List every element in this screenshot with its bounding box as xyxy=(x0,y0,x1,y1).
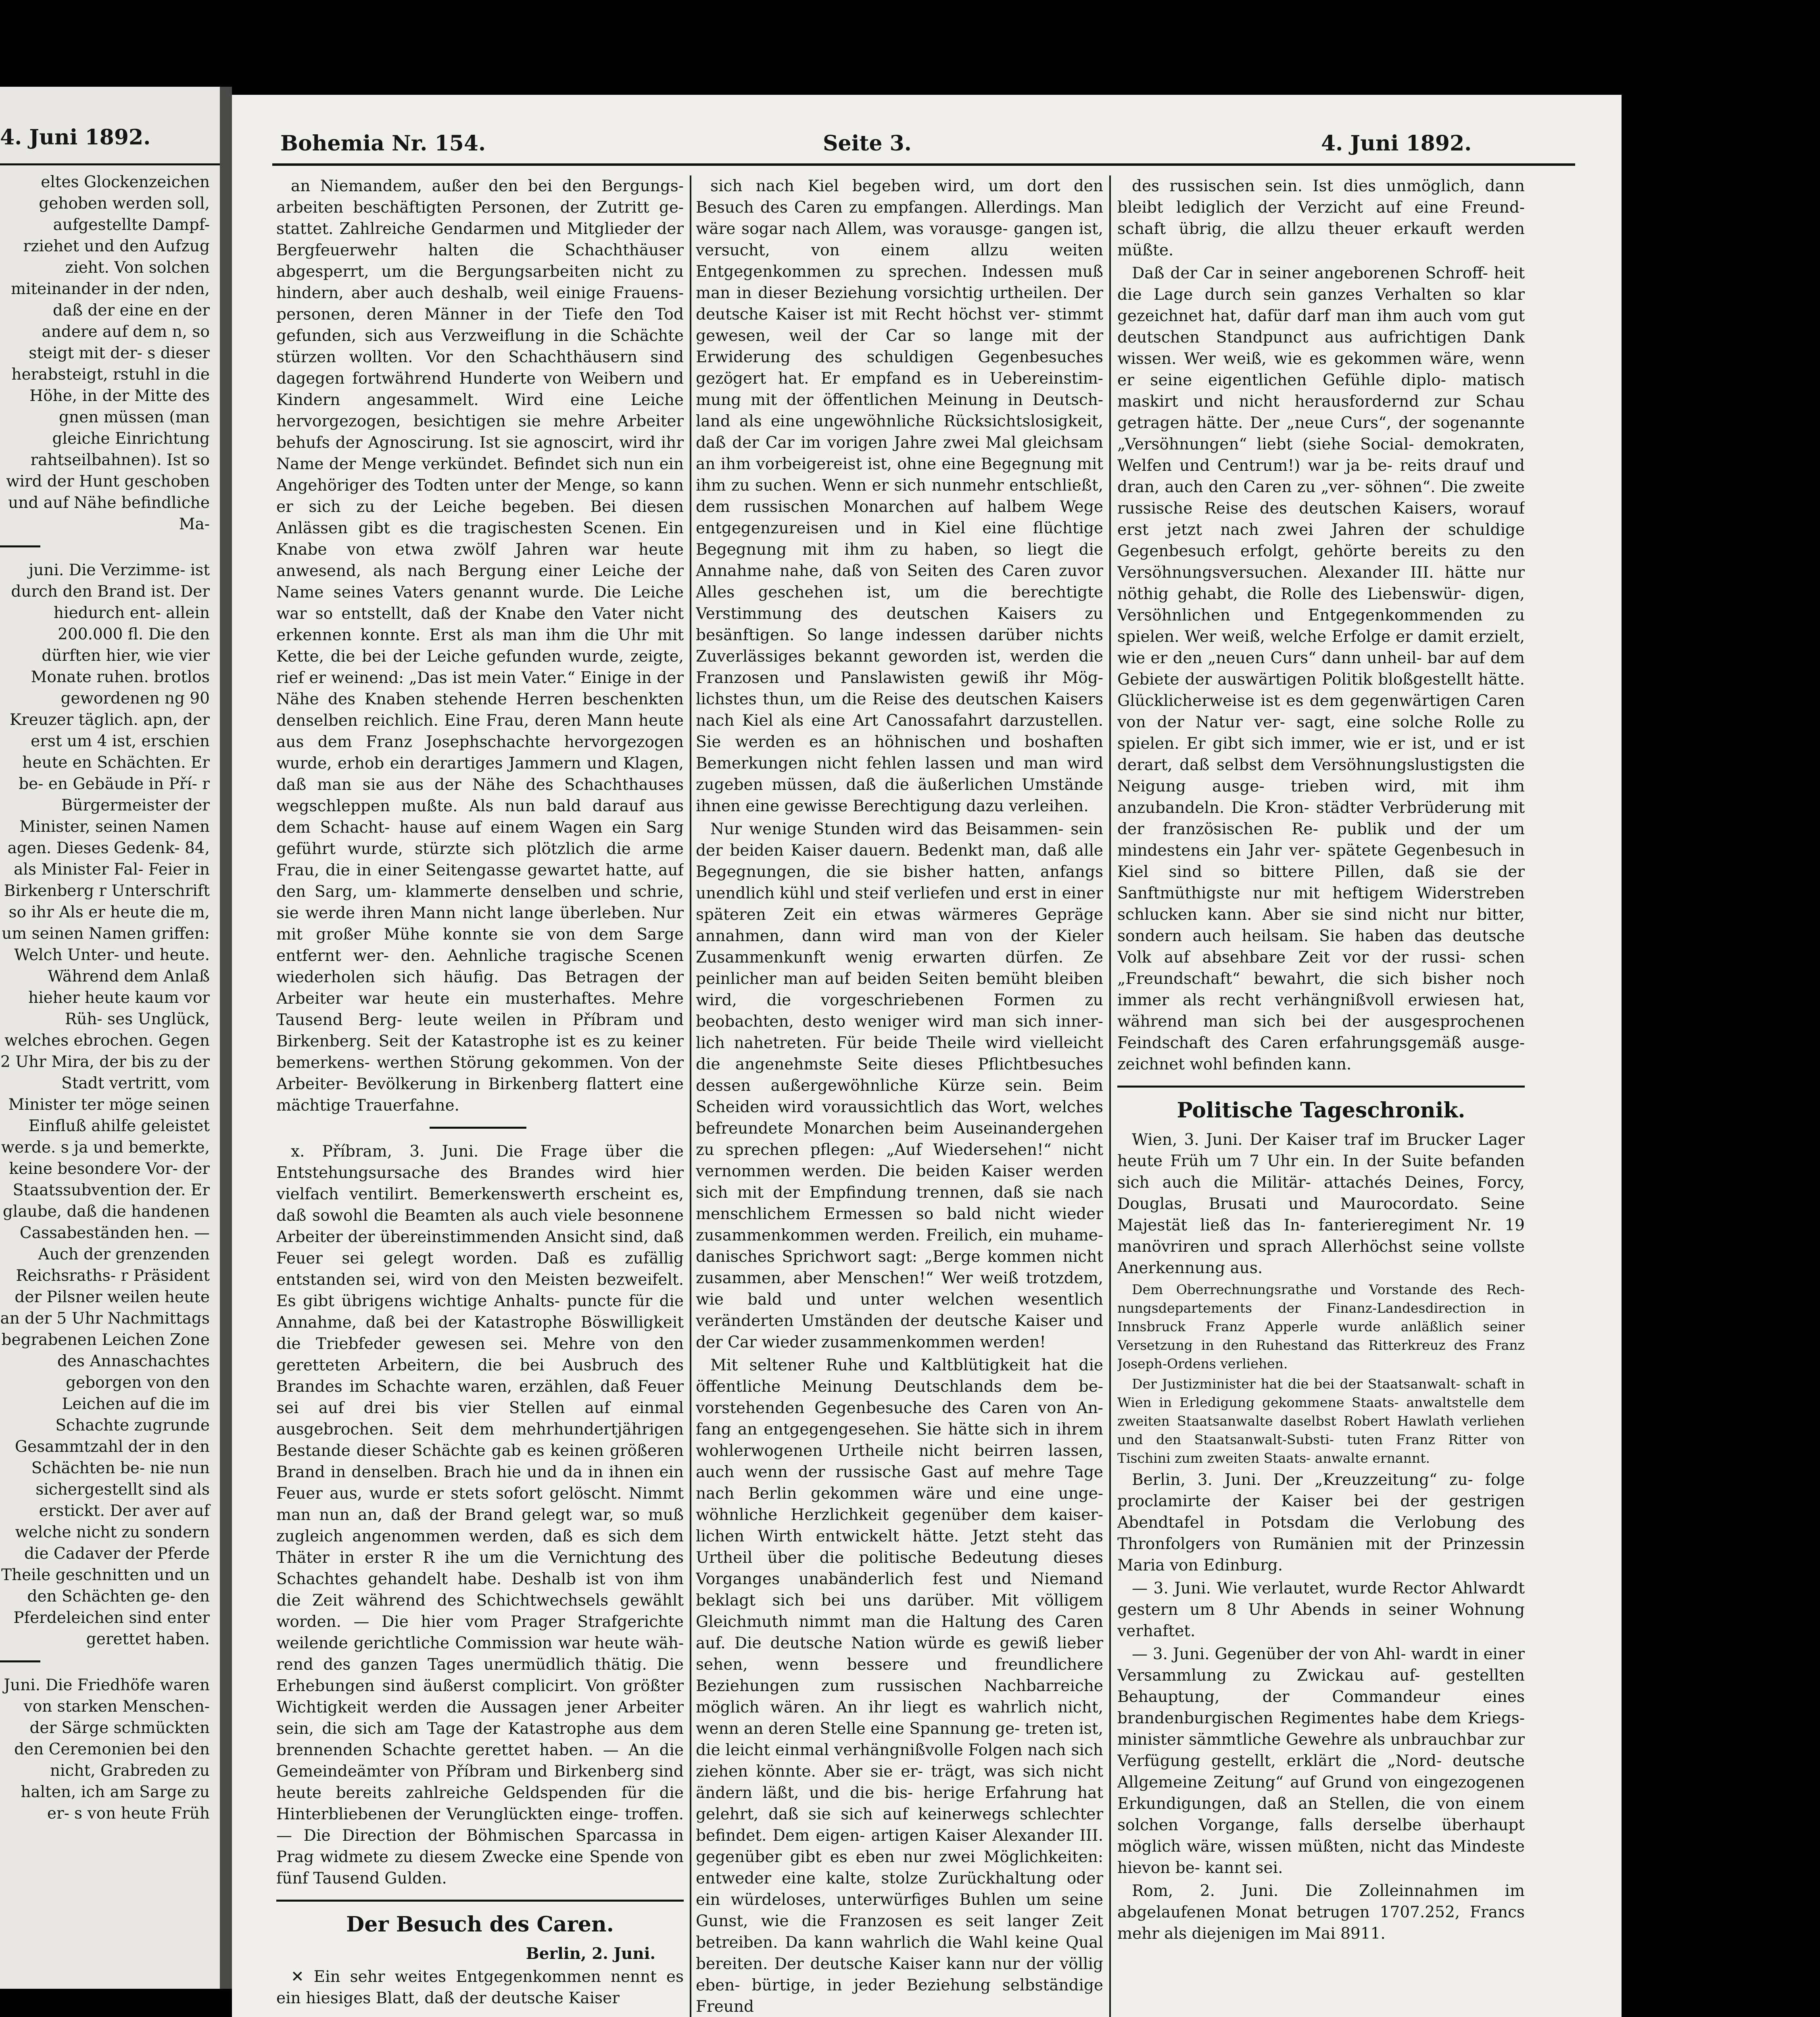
page-number: Seite 3. xyxy=(823,131,912,156)
article-paragraph: Daß der Car in seiner angeborenen Schroff- heit die Lage durch sein ganzes Verhalten so klar gezeichnet hat, dafür darf man ihm auch vom gut deutschen Standpunct aus aufrichtigen Dank wissen. Wer weiß, wie es gekommen wäre, wenn er seine eigentlichen Gefühle diplo- matisch maskirt und nicht herausfordernd zur Schau getragen hätte. Der „neue Curs“, der sogenannte „Versöhnungen“ liebt (siehe Social- demokraten, Welfen und Centrum!) war ja be- reits drauf und dran, auch den Caren zu „ver- söhnen“. Die zweite russische Reise des deutschen Kaisers, worauf erst jetzt nach zwei Jahren der schuldige Gegenbesuch erfolgt, gehörte bereits zu den Versöhnungsversuchen. Alexander III. hätte nur nöthig gehabt, die Rolle des Liebenswür- digen, Versöhnlichen und Entgegenkommenden zu spielen. Wer weiß, welche Erfolge er damit erzielt, wie er den „neuen Curs“ dann unheil- bar auf dem Gebiete der auswärtigen Politik bloßgestellt hätte. Glücklicherweise ist es dem gegenwärtigen Caren von der Natur ver- sagt, eine solche Rolle zu spielen. Er gibt sich immer, wie er ist, und er ist derart, daß selbst dem Versöhnungslustigsten die Neigung ausge- trieben wird, mit ihm anzubandeln. Die Kron- städter Verbrüderung mit der französischen Re- publik und der um mindestens ein Jahr ver- spätete Gegenbesuch in Kiel sind so bittere Pillen, daß sie der Sanftmüthigste nur mit heftigem Widerstreben schlucken kann. Aber sie sind nicht nur bitter, sondern auch heilsam. Sie haben das deutsche Volk auf absehbare Zeit vor der russi- schen „Freundschaft“ bewahrt, die sich bisher noch immer als recht verhängnißvoll erwiesen hat, während man sich bei der ausgesprochenen Feindschaft des Caren erfahrungsgemäß ausge- zeichnet wohl befinden kann. xyxy=(1117,264,1525,1073)
article-paragraph: Mit seltener Ruhe und Kaltblütigkeit hat die öffentliche Meinung Deutschlands dem be- vorstehenden Gegenbesuche des Caren von An- fang an entgegengesehen. Sie hätte sich in ihrem wohlerwogenen Urtheile nicht beirren lassen, auch wenn der russische Gast auf mehre Tage nach Berlin gekommen wäre und eine unge- wöhnliche Herzlichkeit gegenüber dem kaiser- lichen Wirth entwickelt hätte. Jetzt steht das Urtheil über die politische Bedeutung dieses Vorganges unabänderlich fest und Niemand beklagt sich bei uns darüber. Mit völligem Gleichmuth nimmt man die Haltung des Caren auf. Die deutsche Nation würde es gewiß lieber sehen, wenn bessere und freundlichere Beziehungen zum russischen Nachbarreiche möglich wären. An ihr liegt es wahrlich nicht, wenn an deren Stelle eine Spannung ge- treten ist, die leicht einmal verhängnißvolle Folgen nach sich ziehen könnte. Aber sie er- trägt, was sich nicht ändern läßt, und die bis- herige Erfahrung hat gelehrt, daß sie sich auf keinerwegs schlechter befindet. Dem eigen- artigen Kaiser Alexander III. gegenüber gibt es eben nur zwei Möglichkeiten: entweder eine kalte, stolze Zurückhaltung oder ein würdeloses, unterwürfiges Buhlen um seine Gunst, wie die Franzosen es seit langer Zeit betreiben. Da kann wahrlich die Wahl keine Qual bereiten. Der deutsche Kaiser kann nur der völlig eben- bürtige, in jeder Beziehung selbständige Freund xyxy=(696,1356,1103,2015)
section-heading: Politische Tageschronik. xyxy=(1177,1098,1465,1123)
short-divider xyxy=(430,1127,526,1129)
header-date: 4. Juni 1892. xyxy=(1321,131,1472,156)
dateline: Berlin, 2. Juni. xyxy=(526,1944,655,1963)
news-item-small: Dem Oberrechnungsrathe und Vorstande des Rech- nungsdepartements der Finanz-Landesdirection in Innsbruck Franz Apperle wurde anläßlich seiner Versetzung in den Ruhestand das Ritterkreuz des Franz Joseph-Ordens verliehen. xyxy=(1117,1282,1525,1372)
column-1 xyxy=(276,175,684,2015)
column-separator xyxy=(1109,175,1111,2017)
left-divider xyxy=(0,545,40,547)
news-item: — 3. Juni. Wie verlautet, wurde Rector Ahlwardt gestern um 8 Uhr Abends in seiner Wohnung verhaftet. xyxy=(1117,1579,1525,1640)
left-divider xyxy=(0,1660,40,1662)
section-divider xyxy=(276,1900,684,1902)
article-paragraph: an Niemandem, außer den bei den Bergungs- arbeiten beschäftigten Personen, der Zutritt ge- stattet. Zahlreiche Gendarmen und Mitglieder der Bergfeuerwehr halten die Schachthäuser abgesperrt, um die Bergungsarbeiten nicht zu hindern, aber auch deshalb, weil einige Frauens- personen, deren Männer in der Tiefe den Tod gefunden, sich aus Verzweiflung in die Schächte stürzen wollten. Vor den Schachthäusern sind dagegen fortwährend Hunderte von Weibern und Kindern angesammelt. Wird eine Leiche hervorgezogen, besichtigen sie mehre Arbeiter behufs der Agnoscirung. Ist sie agnoscirt, wird ihr Name der Menge verkündet. Befindet sich nun ein Angehöriger des Todten unter der Menge, so kann er sich zu der Leiche begeben. Bei diesen Anlässen gibt es die tragischesten Scenen. Ein Knabe von etwa zwölf Jahren war heute anwesend, als nach Bergung einer Leiche der Name seines Vaters genannt wurde. Die Leiche war so entstellt, daß der Knabe den Vater nicht erkennen konnte. Erst als man ihm die Uhr mit Kette, die bei der Leiche gefunden wurde, zeigte, rief er weinend: „Das ist mein Vater.“ Einige in der Nähe des Knaben stehende Herren beschenkten denselben reichlich. Eine Frau, deren Mann heute aus dem Franz Josephschachte hervorgezogen wurde, erhob ein derartiges Jammern und Klagen, daß man sie aus der Nähe des Schachthauses wegschleppen mußte. Als nun bald darauf aus dem Schacht- hause auf einem Wagen ein Sarg geführt wurde, stürzte sich plötzlich die arme Frau, die in einer Seitengasse gewartet hatte, auf den Sarg, um- klammerte denselben und schrie, sie werde ihren Mann nicht lange überleben. Nur mit großer Mühe konnte sie von dem Sarge entfernt wer- den. Aehnliche tragische Scenen wiederholen sich häufig. Das Betragen der Arbeiter war heute ein musterhaftes. Mehre Tausend Berg- leute weilen in Příbram und Birkenberg. Seit der Katastrophe ist es zu keiner bemerkens- werthen Störung gekommen. Von der Arbeiter- Bevölkerung in Birkenberg flattert eine mächtige Trauerfahne. xyxy=(276,177,684,1115)
left-paragraph: eltes Glockenzeichen gehoben werden soll, aufgestellte Dampf- rziehet und den Aufzug zieht. Von solchen miteinander in der nden, daß der eine en der andere auf dem n, so steigt mit der- s dieser herabsteigt, rstuhl in die Höhe, in der Mitte des gnen müssen (man gleiche Einrichtung rahtseilbahnen). Ist so wird der Hunt geschoben und auf Nähe befindliche Ma- xyxy=(6,173,210,533)
masthead-left: Bohemia Nr. 154. xyxy=(280,131,486,156)
news-item: Wien, 3. Juni. Der Kaiser traf im Brucker Lager heute Früh um 7 Uhr ein. In der Suite befanden sich auch die Militär- attachés Deines, Forcy, Douglas, Brusati und Maurocordato. Seine Majestät ließ das In- fanterieregiment Nr. 19 manövriren und sprach Allerhöchst seine vollste Anerkennung aus. xyxy=(1117,1131,1525,1277)
section-heading: Der Besuch des Caren. xyxy=(346,1912,614,1937)
article-paragraph: x. Příbram, 3. Juni. Die Frage über die Entstehungsursache des Brandes wird hier vielfach ventilirt. Bemerkenswerth erscheint es, daß sowohl die Beamten als auch viele besonnene Arbeiter der übereinstimmenden Ansicht sind, daß Feuer sei gelegt worden. Daß es zufällig entstanden sei, wird von den Meisten bezweifelt. Es gibt übrigens wichtige Anhalts- puncte für die Annahme, daß bei der Katastrophe Böswilligkeit die Triebfeder gewesen sei. Mehre von den geretteten Arbeitern, die bei Ausbruch des Brandes im Schachte waren, erzählen, daß Feuer sei auf drei bis vier Stellen auf einmal ausgebrochen. Seit dem mehrhundertjährigen Bestande dieser Schächte gab es keinen größeren Brand in denselben. Brach hie und da in ihnen ein Feuer aus, wurde er stets sofort gelöscht. Nimmt man nun an, daß der Brand gelegt war, so muß zugleich angenommen werden, daß es sich dem Thäter in erster R ihe um die Vernichtung des Schachtes gehandelt habe. Deshalb ist von ihm die Zeit während des Schichtwechsels gewählt worden. — Die hier vom Prager Strafgerichte weilende gerichtliche Commission war heute wäh- rend des ganzen Tages unermüdlich thätig. Die Erhebungen sind äußerst complicirt. Von größter Wichtigkeit werden die Aussagen jener Arbeiter sein, die sich am Tage der Katastrophe aus dem brennenden Schachte gerettet haben. — An die Gemeindeämter von Příbram und Birkenberg sind heute bereits zahlreiche Geldspenden für die Hinterbliebenen der Verunglückten einge- troffen. — Die Direction der Böhmischen Sparcassa in Prag widmete zu diesem Zwecke eine Spende von fünf Tausend Gulden. xyxy=(276,1142,684,1888)
left-page-text xyxy=(0,171,214,2017)
section-divider xyxy=(1117,1086,1525,1088)
news-item: Berlin, 3. Juni. Der „Kreuzzeitung“ zu- folge proclamirte der Kaiser bei der gestrigen Abendtafel in Potsdam die Verlobung des Thronfolgers von Rumänien mit der Prinzessin Maria von Edinburg. xyxy=(1117,1471,1525,1574)
left-paragraph: Juni. Die Friedhöfe waren von starken Menschen- der Särge schmückten den Ceremonien bei den nicht, Grabreden zu halten, ich am Sarge zu er- s von heute Früh xyxy=(4,1676,210,1823)
column-separator xyxy=(690,175,691,2017)
news-item: — 3. Juni. Gegenüber der von Ahl- wardt in einer Versammlung zu Zwickau auf- gestellten Behauptung, der Commandeur eines brandenburgischen Regimentes habe dem Kriegs- minister sämmtliche Gewehre als unbrauchbar zur Verfügung gestellt, erklärt die „Nord- deutsche Allgemeine Zeitung“ auf Grund von eingezogenen Erkundigungen, daß an Stellen, die von einem solchen Vorgange, falls derselbe überhaupt möglich wäre, wissen müßten, nicht das Mindeste hievon be- kannt sei. xyxy=(1117,1645,1525,1877)
left-header-rule xyxy=(0,163,220,165)
article-paragraph: Nur wenige Stunden wird das Beisammen- sein der beiden Kaiser dauern. Bedenkt man, daß alle Begegnungen, die sie bisher hatten, anfangs unendlich kühl und steif verliefen und erst in einer späteren Zeit ein etwas wärmeres Gepräge annahmen, dann wird man von der Kieler Zusammenkunft wenig erwarten dürfen. Ze peinlicher man auf beiden Seiten bemüht bleiben wird, die vorgeschriebenen Formen zu beobachten, desto weniger wird man sich inner- lich nahetreten. Für beide Theile wird vielleicht die angenehmste Seite dieses Pflichtbesuches dessen außergewöhnliche Kürze sein. Beim Scheiden wird voraussichtlich das Wort, welches befreundete Monarchen beim Auseinandergehen zu sprechen pflegen: „Auf Wiedersehen!“ nicht vernommen werden. Die beiden Kaiser werden sich mit der Empfindung trennen, daß sie nach menschlichem Ermessen so bald nicht wieder zusammenkommen werden. Freilich, ein muhame- danisches Sprichwort sagt: „Berge kommen nicht zusammen, aber Menschen!“ Wer weiß trotzdem, wie bald und unter welchen wesentlich veränderten Umständen der deutsche Kaiser und der Car wieder zusammenkommen werden! xyxy=(696,820,1103,1351)
column-2 xyxy=(696,175,1103,2015)
header-rule xyxy=(272,163,1575,166)
article-paragraph: des russischen sein. Ist dies unmöglich, dann bleibt lediglich der Verzicht auf eine Freund- schaft übrig, die allzu theuer erkauft werden müßte. xyxy=(1117,177,1525,259)
news-item: Rom, 2. Juni. Die Zolleinnahmen im abgelaufenen Monat betrugen 1707.252, Francs mehr als diejenigen im Mai 8911. xyxy=(1117,1882,1525,1943)
column-3 xyxy=(1117,175,1525,2015)
newspaper-page xyxy=(232,95,1622,2017)
article-paragraph: sich nach Kiel begeben wird, um dort den Besuch des Caren zu empfangen. Allerdings. Man wäre sogar nach Allem, was vorausge- gangen ist, versucht, von einem allzu weiten Entgegenkommen zu sprechen. Indessen muß man in dieser Beziehung vorsichtig urtheilen. Der deutsche Kaiser ist mit Recht höchst ver- stimmt gewesen, weil der Car so lange mit der Erwiderung des schuldigen Gegenbesuches gezögert hat. Er empfand es in Uebereinstim- mung mit der öffentlichen Meinung in Deutsch- land als eine ungewöhnliche Rücksichtslosigkeit, daß der Car im vorigen Jahre zwei Mal gleichsam an ihm vorbeigereist ist, ohne eine Begegnung mit ihm zu suchen. Wenn er sich nunmehr entschließt, dem russischen Monarchen auf halbem Wege entgegenzureisen und in Kiel eine flüchtige Begegnung mit ihm zu haben, so liegt die Annahme nahe, daß von Seiten des Caren zuvor Alles geschehen ist, um die berechtigte Verstimmung des deutschen Kaisers zu besänftigen. So lange indessen darüber nichts Zuverlässiges bekannt geworden ist, werden die Franzosen und Panslawisten gewiß ihr Mög- lichstes thun, um die Reise des deutschen Kaisers nach Kiel als eine Art Canossafahrt darzustellen. Sie werden es an höhnischen und boshaften Bemerkungen nicht fehlen lassen und man wird zugeben müssen, daß die äußerlichen Umstände ihnen eine gewisse Berechtigung dazu verleihen. xyxy=(696,177,1103,815)
news-item-small: Der Justizminister hat die bei der Staatsanwalt- schaft in Wien in Erledigung gekommene Staats- anwaltstelle dem zweiten Staatsanwalte daselbst Robert Hawlath verliehen und den Staatsanwalt-Substi- tuten Franz Ritter von Tischini zum zweiten Staats- anwalte ernannt. xyxy=(1117,1376,1525,1466)
page-gutter-shadow xyxy=(220,87,232,1989)
left-page-fragment xyxy=(0,87,220,1989)
article-paragraph: ✕ Ein sehr weites Entgegenkommen nennt es ein hiesiges Blatt, daß der deutsche Kaiser xyxy=(276,1968,684,2007)
left-page-date: 4. Juni 1892. xyxy=(0,125,151,150)
left-paragraph: juni. Die Verzimme- ist durch den Brand ist. Der hiedurch ent- allein 200.000 fl. Die den dürften hier, wie vier Monate ruhen. brotlos gewordenen ng 90 Kreuzer täglich. apn, der erst um 4 ist, erschien heute en Schächten. Er be- en Gebäude in Pří- r Bürgermeister der Minister, seinen Namen agen. Dieses Gedenk- 84, als Minister Fal- Feier in Birkenberg r Unterschrift so ihr Als er heute die m, um seinen Namen griffen: Welch Unter- und heute. Während dem Anlaß hieher heute kaum vor Rüh- ses Unglück, welches ebrochen. Gegen 2 Uhr Mira, der bis zu der Stadt vertritt, vom Minister ter möge seinen Einfluß ahilfe geleistet werde. s ja und bemerkte, keine besondere Vor- der Staatssubvention der. Er glaube, daß die handenen Cassabeständen hen. — Auch der grenzenden Reichsraths- r Präsident der Pilsner weilen heute an der 5 Uhr Nachmittags begrabenen Leichen Zone des Annaschachtes geborgen von den Leichen auf die im Schachte zugrunde Gesammtzahl der in den Schächten be- nie nun sichergestellt sind als erstickt. Der aver auf welche nicht zu sondern die Cadaver der Pferde Theile geschnitten und un den Schächten ge- den Pferdeleichen sind enter gerettet haben. xyxy=(0,561,210,1648)
